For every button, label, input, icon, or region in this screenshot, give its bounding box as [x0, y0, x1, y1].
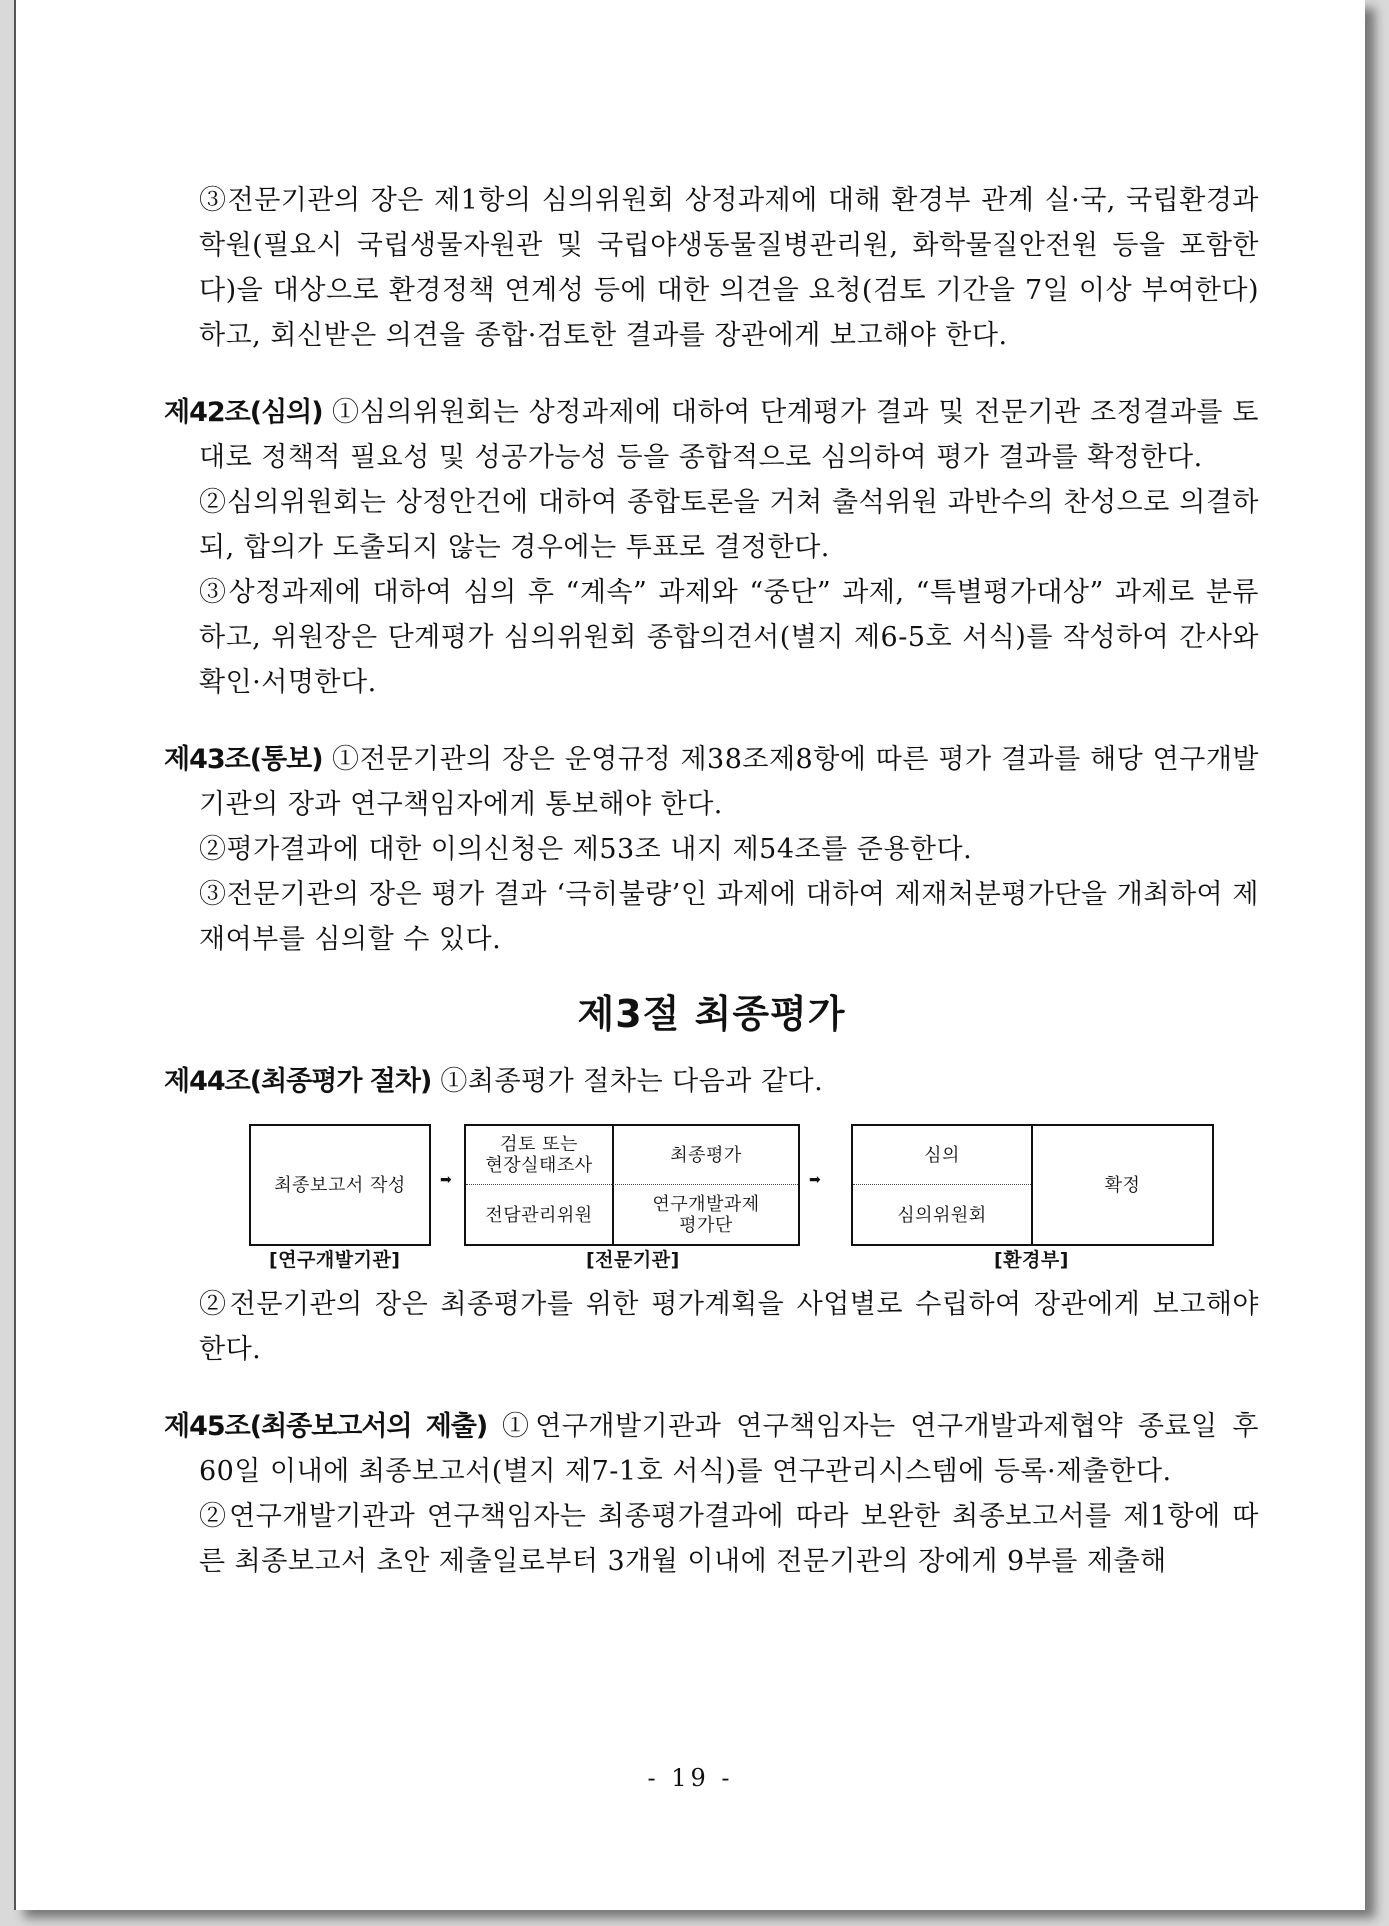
flow-arrow-1: ➡ — [440, 1172, 453, 1188]
article-45-paragraph-2: ②연구개발기관과 연구책임자는 최종평가결과에 따라 보완한 최종보고서를 제1항에 따른 최종보고서 초안 제출일로부터 3개월 이내에 전문기관의 장에게 9부를 제출해 — [199, 1501, 1259, 1577]
flow-box-agency — [464, 1124, 800, 1246]
article-45-text-1: ①연구개발기관과 연구책임자는 연구개발과제협약 종료일 후 60일 이내에 최종보고서(별지 제7-1호 서식)를 연구관리시스템에 등록·제출한다. — [199, 1411, 1259, 1487]
article-43-text-1: ①전문기관의 장은 운영규정 제38조제8항에 따른 평가 결과를 해당 연구개발기관의 장과 연구책임자에게 통보해야 한다. — [199, 744, 1259, 820]
article-43-title: 제43조(통보) — [164, 744, 323, 775]
flow-committee-text: 심의위원회 — [897, 1204, 987, 1226]
flow-confirm-text: 확정 — [1104, 1174, 1141, 1196]
article-42-title: 제42조(심의) — [164, 397, 323, 428]
article-42-paragraph-2: ②심의위원회는 상정안건에 대하여 종합토론을 거쳐 출석위원 과반수의 찬성으로 의결하되, 합의가 도출되지 않는 경우에는 투표로 결정한다. — [199, 487, 1259, 563]
page-number: - 19 - — [647, 1764, 734, 1792]
article-45-paragraph-1 — [164, 1404, 1259, 1494]
article-44-paragraph-1 — [164, 1059, 1259, 1104]
document-body — [164, 178, 1259, 1584]
flow-label-ministry: [환경부] — [994, 1249, 1069, 1271]
flow-label-agency: [전문기관] — [586, 1249, 680, 1271]
article-45-title: 제45조(최종보고서의 제출) — [164, 1411, 488, 1442]
flow-arrow-2: ➡ — [809, 1172, 822, 1188]
article-42-paragraph-3: ③상정과제에 대하여 심의 후 “계속” 과제와 “중단” 과제, “특별평가대상” 과제로 분류하고, 위원장은 단계평가 심의위원회 종합의견서(별지 제6-5호 서식)를 작성하여 간사와 확인·서명한다. — [199, 577, 1259, 698]
article-44-title: 제44조(최종평가 절차) — [164, 1066, 432, 1097]
flow-eval-panel-text: 연구개발과제 평가단 — [652, 1194, 760, 1236]
flow-box-agency-dotted-line — [466, 1184, 798, 1185]
article-43-paragraph-1 — [164, 737, 1259, 827]
flow-box-report-text: 최종보고서 작성 — [274, 1174, 406, 1196]
flow-box-ministry — [851, 1124, 1214, 1246]
intro-paragraph-3: ③전문기관의 장은 제1항의 심의위원회 상정과제에 대해 환경부 관계 실·국, 국립환경과학원(필요시 국립생물자원관 및 국립야생동물질병관리원, 화학물질안전원 등을 포함한다)을 대상으로 환경정책 연계성 등에 대한 의견을 요청(검토 기간을 7일 이상 부여한다)하고, 회신받은 의견을 종합·검토한 결과를 장관에게 보고해야 한다. — [199, 185, 1259, 351]
document-page — [14, 0, 1365, 1910]
flow-deliberation-text: 심의 — [924, 1144, 960, 1166]
final-evaluation-flowchart — [164, 1114, 1259, 1274]
section-title: 제3절 최종평가 — [577, 992, 846, 1036]
flow-manager-text: 전담관리위원 — [485, 1204, 593, 1226]
flow-final-eval-text: 최종평가 — [670, 1144, 742, 1166]
flow-box-ministry-dotted-line — [853, 1184, 1031, 1185]
flow-label-research-org: [연구개발기관] — [269, 1249, 401, 1271]
article-42-text-1: ①심의위원회는 상정과제에 대하여 단계평가 결과 및 전문기관 조정결과를 토대로 정책적 필요성 및 성공가능성 등을 종합적으로 심의하여 평가 결과를 확정한다. — [199, 397, 1259, 473]
flow-review-text: 검토 또는 현장실태조사 — [485, 1134, 593, 1176]
article-43-paragraph-3: ③전문기관의 장은 평가 결과 ‘극히불량’인 과제에 대하여 제재처분평가단을 개최하여 제재여부를 심의할 수 있다. — [199, 879, 1259, 955]
article-42-paragraph-1 — [164, 390, 1259, 480]
flow-box-report — [249, 1124, 431, 1246]
article-44-text-1: ①최종평가 절차는 다음과 같다. — [431, 1066, 824, 1097]
article-44-paragraph-2: ②전문기관의 장은 최종평가를 위한 평가계획을 사업별로 수립하여 장관에게 보고해야 한다. — [199, 1289, 1259, 1365]
article-43-paragraph-2: ②평가결과에 대한 이의신청은 제53조 내지 제54조를 준용한다. — [199, 834, 973, 865]
